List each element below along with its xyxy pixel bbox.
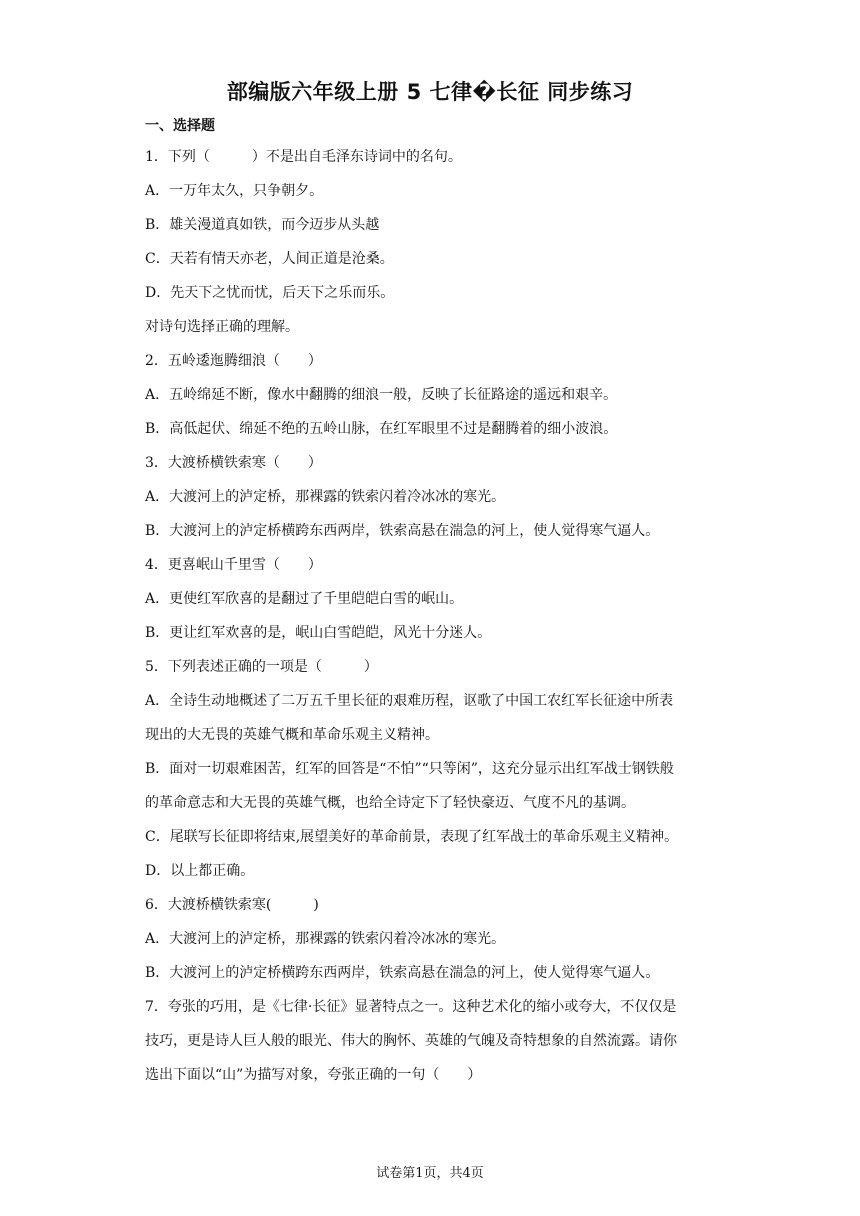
question-4-stem: 4．更喜岷山千里雪（ ） [145, 557, 322, 573]
question-6-option-a: A．大渡河上的泸定桥，那裸露的铁索闪着冷冰冰的寒光。 [145, 931, 506, 947]
question-2-option-b: B．高低起伏、绵延不绝的五岭山脉，在红军眼里不过是翻腾着的细小波浪。 [145, 421, 618, 437]
page-title: 部编版六年级上册 5 七律�长征 同步练习 [226, 80, 634, 104]
question-5-option-c: C．尾联写长征即将结束,展望美好的革命前景，表现了红军战士的革命乐观主义精神。 [145, 829, 679, 845]
question-5-option-d: D．以上都正确。 [145, 863, 255, 879]
question-4-option-a: A．更使红军欣喜的是翻过了千里皑皑白雪的岷山。 [145, 591, 464, 607]
page-footer: 试卷第1页，共4页 [376, 1166, 484, 1181]
question-1-stem: 1．下列（ ）不是出自毛泽东诗词中的名句。 [145, 149, 462, 165]
question-5-option-a-line1: A．全诗生动地概述了二万五千里长征的艰难历程，讴歌了中国工农红军长征途中所表 [145, 693, 674, 709]
question-3-option-b: B．大渡河上的泸定桥横跨东西两岸，铁索高悬在湍急的河上，使人觉得寒气逼人。 [145, 523, 660, 539]
question-1-option-c: C．天若有情天亦老，人间正道是沧桑。 [145, 251, 394, 267]
question-6-stem: 6．大渡桥横铁索寒( ) [145, 897, 319, 913]
question-list [145, 145, 725, 1097]
question-6-option-b: B．大渡河上的泸定桥横跨东西两岸，铁索高悬在湍急的河上，使人觉得寒气逼人。 [145, 965, 660, 981]
question-5-option-b-line2: 的革命意志和大无畏的英雄气概，也给全诗定下了轻快豪迈、气度不凡的基调。 [145, 795, 635, 811]
instruction-text: 对诗句选择正确的理解。 [145, 319, 299, 335]
section-heading: 一、选择题 [145, 118, 215, 134]
question-1-option-d: D．先天下之忧而忧，后天下之乐而乐。 [145, 285, 395, 301]
question-2-stem: 2．五岭逶迤腾细浪（ ） [145, 353, 322, 369]
question-1-option-a: A．一万年太久，只争朝夕。 [145, 183, 324, 199]
question-3-stem: 3．大渡桥横铁索寒（ ） [145, 455, 322, 471]
question-5-option-b-line1: B．面对一切艰难困苦，红军的回答是“不怕”“只等闲”，这充分显示出红军战士钢铁般 [145, 761, 674, 777]
question-5-stem: 5．下列表述正确的一项是（ ） [145, 659, 378, 675]
question-3-option-a: A．大渡河上的泸定桥，那裸露的铁索闪着冷冰冰的寒光。 [145, 489, 506, 505]
question-7-stem-line2: 技巧，更是诗人巨人般的眼光、伟大的胸怀、英雄的气魄及奇特想象的自然流露。请你 [145, 1033, 677, 1049]
question-4-option-b: B．更让红军欢喜的是，岷山白雪皑皑，风光十分迷人。 [145, 625, 492, 641]
question-7-stem-line3: 选出下面以“山”为描写对象，夸张正确的一句（ ） [145, 1067, 482, 1083]
question-2-option-a: A．五岭绵延不断，像水中翻腾的细浪一般，反映了长征路途的遥远和艰辛。 [145, 387, 618, 403]
question-5-option-a-line2: 现出的大无畏的英雄气概和革命乐观主义精神。 [145, 727, 439, 743]
question-1-option-b: B．雄关漫道真如铁，而今迈步从头越 [145, 217, 380, 233]
question-7-stem-line1: 7．夸张的巧用，是《七律·长征》显著特点之一。这种艺术化的缩小或夸大，不仅仅是 [145, 999, 677, 1015]
